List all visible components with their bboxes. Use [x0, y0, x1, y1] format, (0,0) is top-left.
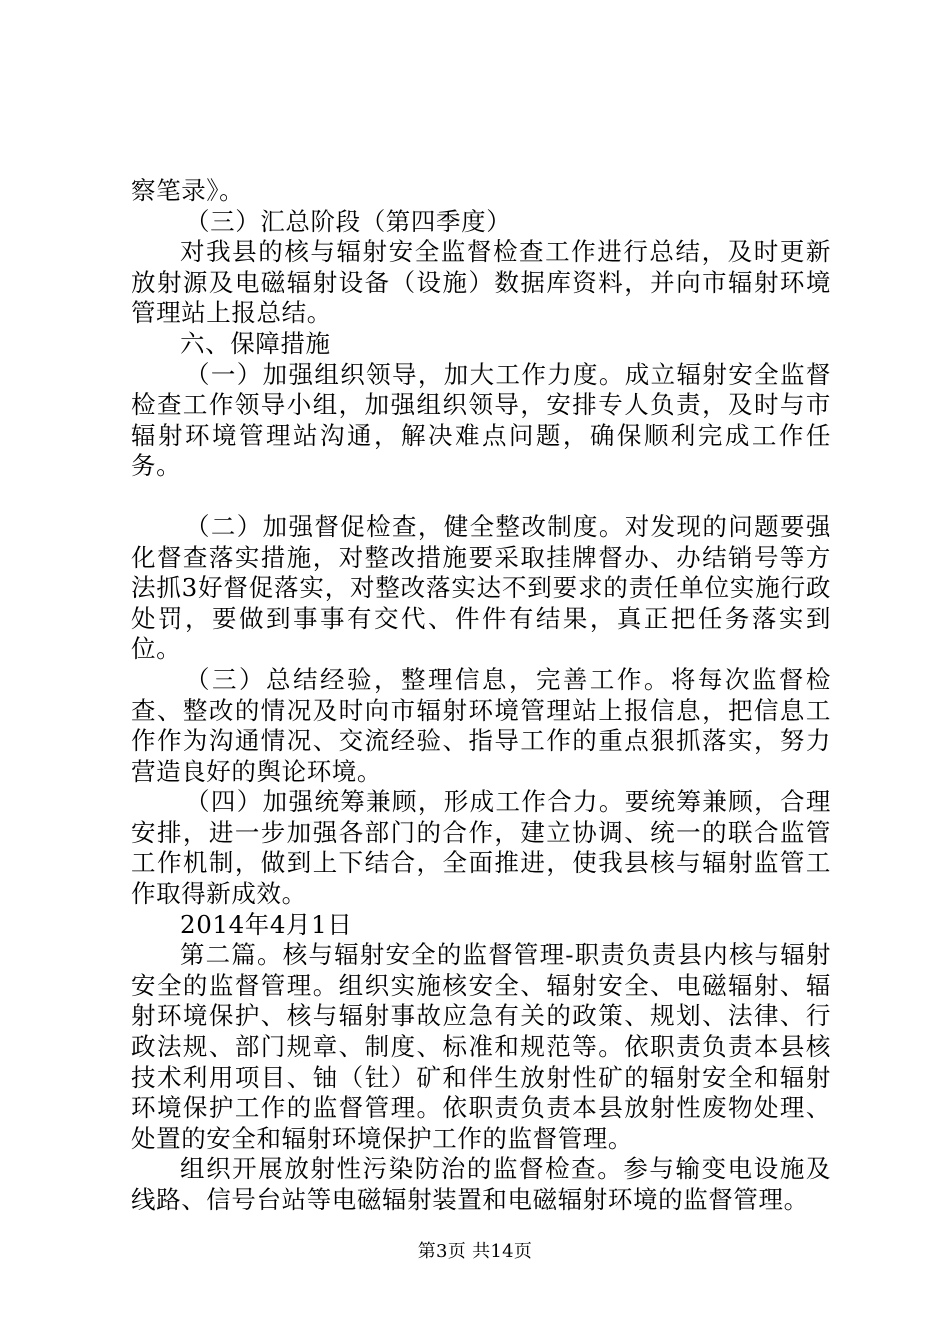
paragraph: （二）加强督促检查，健全整改制度。对发现的问题要强化督查落实措施，对整改措施要采取挂牌督办、办结销号等方法抓3好督促落实，对整改落实达不到要求的责任单位实施行政处罚，要做到事事有交代、件件有结果，真正把任务落实到位。	[131, 511, 831, 664]
paragraph: 组织开展放射性污染防治的监督检查。参与输变电设施及线路、信号台站等电磁辐射装置和电磁辐射环境的监督管理。	[131, 1154, 831, 1214]
paragraph-section-heading: （三）汇总阶段（第四季度）	[185, 206, 512, 236]
paragraph-continuation: 察笔录》。	[131, 176, 245, 205]
paragraph: （三）总结经验，整理信息，完善工作。将每次监督检查、整改的情况及时向市辐射环境管理站上报信息，把信息工作作为沟通情况、交流经验、指导工作的重点狠抓落实，努力营造良好的舆论环境。	[131, 664, 831, 786]
paragraph: （四）加强统筹兼顾，形成工作合力。要统筹兼顾，合理安排，进一步加强各部门的合作，建立协调、统一的联合监管工作机制，做到上下结合，全面推进，使我县核与辐射监管工作取得新成效。	[131, 787, 831, 909]
paragraph: （一）加强组织领导，加大工作力度。成立辐射安全监督检查工作领导小组，加强组织领导，安排专人负责，及时与市辐射环境管理站沟通，解决难点问题，确保顺利完成工作任务。	[131, 359, 831, 481]
paragraph-section-heading: 六、保障措施	[180, 328, 331, 358]
page-footer: 第3页 共14页	[417, 1241, 533, 1262]
paragraph-date: 2014年4月1日	[180, 909, 353, 939]
paragraph: 第二篇。核与辐射安全的监督管理-职责负责县内核与辐射安全的监督管理。组织实施核安全、辐射安全、电磁辐射、辐射环境保护、核与辐射事故应急有关的政策、规划、法律、行政法规、部门规章、制度、标准和规范等。依职责负责本县核技术利用项目、铀（钍）矿和伴生放射性矿的辐射安全和辐射环境保护工作的监督管理。依职责负责本县放射性废物处理、处置的安全和辐射环境保护工作的监督管理。	[131, 940, 831, 1153]
document-body	[131, 176, 831, 1216]
paragraph: 对我县的核与辐射安全监督检查工作进行总结，及时更新放射源及电磁辐射设备（设施）数据库资料，并向市辐射环境管理站上报总结。	[131, 237, 831, 328]
